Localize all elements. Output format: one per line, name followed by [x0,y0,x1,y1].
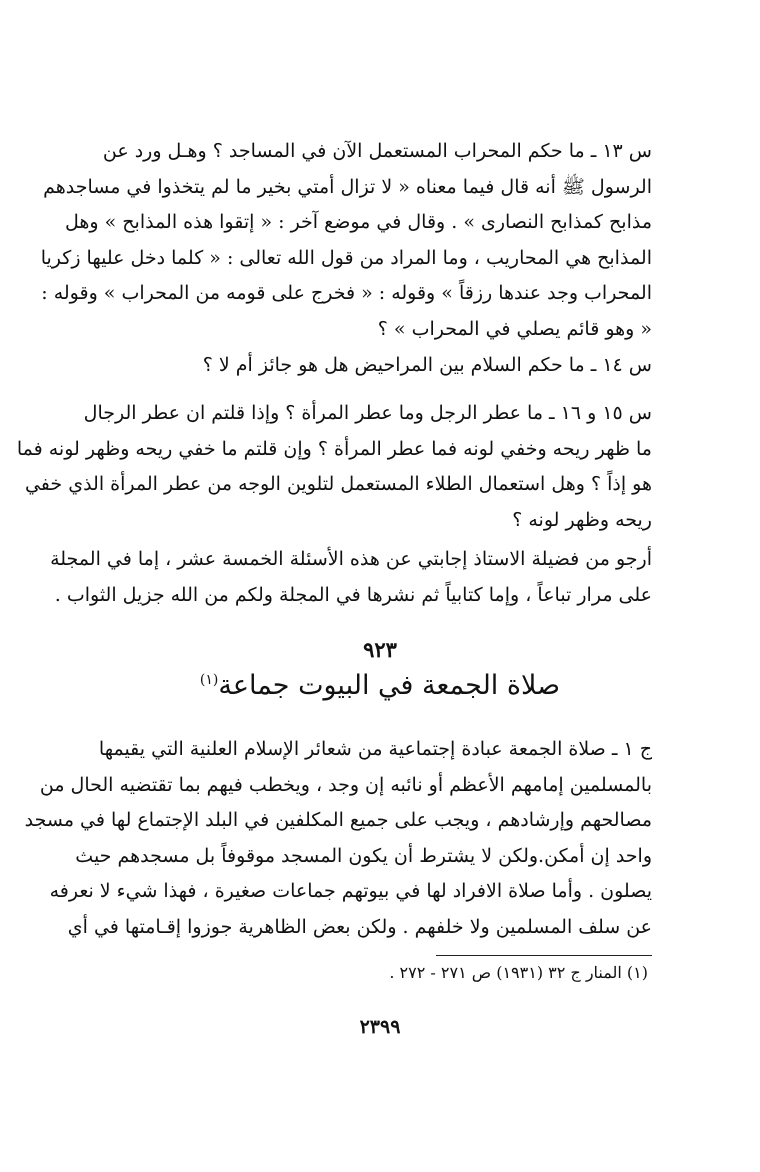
text-line: المذابح هي المحاريب ، وما المراد من قول الله تعالى : « كلما دخل عليها زكريا [40,246,652,269]
question-13 [40,134,652,347]
footnote-marker: (١) [199,672,219,688]
footnote: (١) المنار ج ٣٢ (١٩٣١) ص ٢٧١ - ٢٧٢ . [389,963,648,982]
text-line: الرسول ﷺ أنه قال فيما معناه « لا تزال أمتي بخير ما لم يتخذوا في مساجدهم [43,175,652,198]
page-number: ٢٣٩٩ [359,1016,401,1038]
text-line: « وهو قائم يصلي في المحراب » ؟ [377,317,652,340]
footnote-divider [436,955,652,956]
closing-request [50,542,652,613]
text-line: س ١٤ ـ ما حكم السلام بين المراحيض هل هو جائز أم لا ؟ [202,354,652,376]
section-title: صلاة الجمعة في البيوت جماعة [218,670,561,701]
answer-1 [24,732,652,945]
text-line: بالمسلمين إمامهم الأعظم أو نائبه إن وجد ، ويخطب فيهم بما تقتضيه الحال من [39,773,652,796]
text-line: عن سلف المسلمين ولا خلفهم . ولكن بعض الظاهرية جوزوا إقـامتها في أي [67,915,652,938]
text-line: س ١٣ ـ ما حكم المحراب المستعمل الآن في المساجد ؟ وهـل ورد عن [102,140,652,162]
text-line: المحراب وجد عندها رزقاً » وقوله : « فخرج على قومه من المحراب » وقوله : [41,282,652,304]
text-line: واحد إن أمكن.ولكن لا يشترط أن يكون المسجد موقوفاً بل مسجدهم حيث [75,844,652,867]
text-line: ما ظهر ريحه وخفي لونه فما عطر المرأة ؟ وإن قلتم ما خفي ريحه وظهر لونه فما [16,437,652,460]
text-line: أرجو من فضيلة الاستاذ إجابتي عن هذه الأسئلة الخمسة عشر ، إما في المجلة [50,548,652,570]
text-line: ج ١ ـ صلاة الجمعة عبادة إجتماعية من شعائر الإسلام العلنية التي يقيمها [98,738,652,760]
text-line: على مرار تباعاً ، وإما كتابياً ثم نشرها في المجلة ولكم من الله جزيل الثواب . [54,583,652,606]
section-heading [0,670,760,701]
text-line: س ١٥ و ١٦ ـ ما عطر الرجل وما عطر المرأة ؟ وإذا قلتم ان عطر الرجال [83,402,652,424]
text-line: هو إذاً ؟ وهل استعمال الطلاء المستعمل لتلوين الوجه من عطر المرأة الذي خفي [24,473,652,495]
text-line: ريحه وظهر لونه ؟ [512,508,652,531]
text-line: مصالحهم وإرشادهم ، ويجب على جميع المكلفين في البلد الإجتماع لها في مسجد [24,809,652,831]
text-line: يصلون . وأما صلاة الافراد لها في بيوتهم جماعات صغيرة ، فهذا شيء لا نعرفه [49,880,652,902]
question-15-16 [16,396,652,538]
text-line: مذابح كمذابح النصارى » . وقال في موضع آخر : « إتقوا هذه المذابح » وهل [64,211,652,233]
question-14 [104,348,652,384]
section-number: ٩٢٣ [363,637,397,662]
